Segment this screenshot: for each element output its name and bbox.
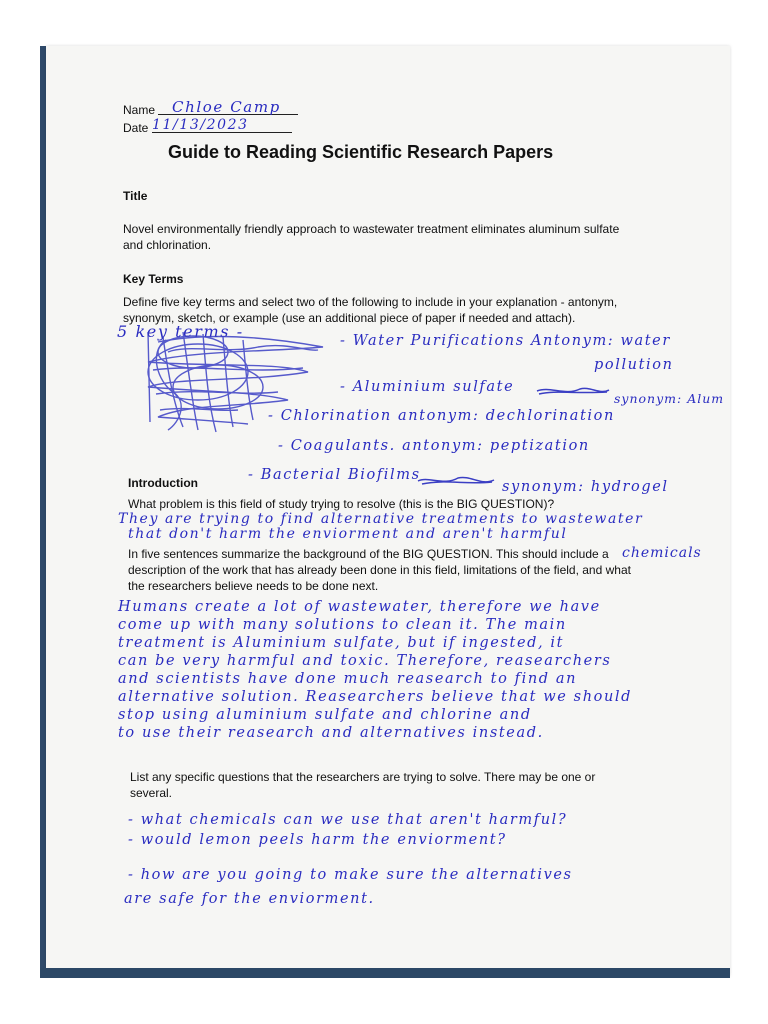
key-term-2-synonym: synonym: Alum [614, 391, 725, 406]
title-text-line1: Novel environmentally friendly approach to wastewater treatment eliminates aluminum sulfate [123, 222, 620, 236]
key-terms-instr-line2: synonym, sketch, or example (use an additional piece of paper if needed and attach). [123, 311, 576, 325]
summary-line: to use their reasearch and alternatives instead. [118, 725, 544, 741]
question-answer: - would lemon peels harm the enviorment? [128, 832, 507, 848]
summary-line: Humans create a lot of wastewater, therefore we have [118, 599, 601, 615]
key-term-2: - Aluminium sulfate [340, 379, 515, 395]
summary-line: and scientists have done much reasearch to find an [118, 671, 578, 687]
crossed-out-word [416, 474, 496, 488]
key-terms-instr-line1: Define five key terms and select two of the following to include in your explanation - antonym, [123, 295, 618, 309]
scan-bottom-edge [40, 968, 730, 978]
summary-line: alternative solution. Reasearchers believe that we should [118, 689, 633, 705]
key-term-5: - Bacterial Biofilms [248, 467, 421, 483]
date-label: Date [123, 121, 149, 135]
key-term-3: - Chlorination antonym: dechlorination [268, 408, 615, 424]
introduction-answer-line2: that don't harm the enviorment and aren't harmful [128, 526, 568, 542]
title-heading: Title [123, 189, 148, 203]
introduction-answer-line1: They are trying to find alternative treatments to wastewater [118, 511, 644, 527]
question-answer: - what chemicals can we use that aren't harmful? [128, 812, 568, 828]
key-term-1: - Water Purifications Antonym: water [340, 333, 671, 349]
question-answer: - how are you going to make sure the alternatives [128, 867, 573, 883]
page-title: Guide to Reading Scientific Research Papers [168, 142, 554, 162]
background-prompt-line3: the researchers believe needs to be done next. [128, 579, 379, 593]
key-term-4: - Coagulants. antonym: peptization [278, 438, 590, 454]
key-term-5-synonym: synonym: hydrogel [502, 479, 669, 495]
name-label: Name [123, 103, 156, 117]
introduction-question: What problem is this field of study trying to resolve (this is the BIG QUESTION)? [128, 497, 555, 511]
crossed-out-word [535, 384, 611, 398]
title-text-line2: and chlorination. [123, 238, 212, 252]
questions-prompt-line1: List any specific questions that the researchers are trying to solve. There may be one or [130, 770, 596, 784]
introduction-answer-tail: chemicals [622, 545, 702, 561]
summary-line: treatment is Aluminium sulfate, but if ingested, it [118, 635, 565, 651]
question-answer: are safe for the enviorment. [124, 891, 375, 907]
key-term-1-continued: pollution [594, 357, 674, 373]
key-terms-heading: Key Terms [123, 272, 184, 286]
introduction-heading: Introduction [128, 476, 198, 490]
summary-line: come up with many solutions to clean it. The main [118, 617, 567, 633]
name-value: Chloe Camp [172, 98, 281, 116]
summary-line: stop using aluminium sulfate and chlorine and [118, 707, 532, 723]
background-prompt-line2: description of the work that has already been done in this field, limitations of the field, and what [128, 563, 631, 577]
summary-line: can be very harmful and toxic. Therefore, reasearchers [118, 653, 612, 669]
background-prompt-line1: In five sentences summarize the background of the BIG QUESTION. This should include a [128, 547, 609, 561]
key-terms-intro: 5 key terms - [117, 322, 244, 341]
date-value: 11/13/2023 [152, 117, 249, 133]
questions-prompt-line2: several. [130, 786, 173, 800]
